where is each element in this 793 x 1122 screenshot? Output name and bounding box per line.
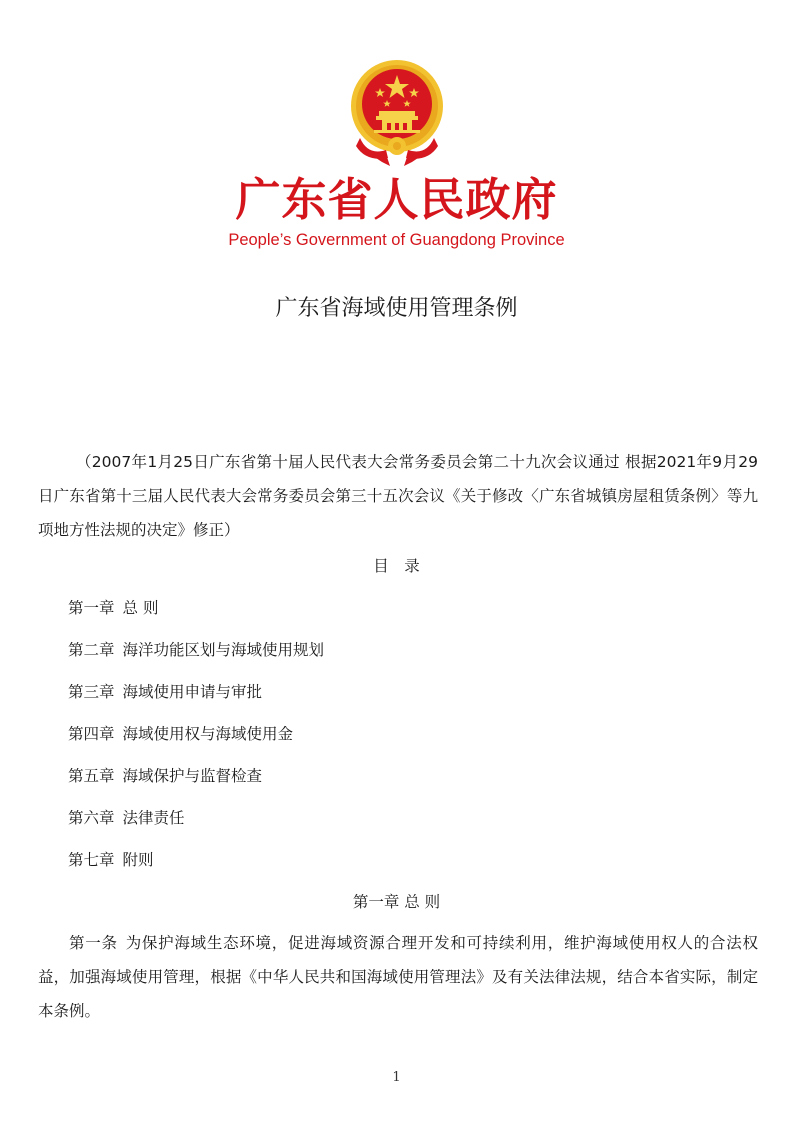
toc-item bbox=[68, 718, 324, 760]
toc-chapter-number: 第七章 bbox=[68, 851, 115, 869]
document-title: 广东省海域使用管理条例 bbox=[275, 296, 518, 321]
toc-item bbox=[68, 634, 324, 676]
toc-chapter-title: 附则 bbox=[122, 851, 154, 869]
toc-item bbox=[68, 760, 324, 802]
toc-chapter-title: 海域使用权与海域使用金 bbox=[122, 725, 294, 743]
government-name: 广东省人民政府 bbox=[235, 173, 558, 226]
toc-chapter-number: 第五章 bbox=[68, 767, 115, 785]
table-of-contents bbox=[68, 592, 324, 886]
toc-item bbox=[68, 676, 324, 718]
toc-chapter-number: 第三章 bbox=[68, 683, 115, 701]
national-emblem-icon bbox=[346, 58, 448, 168]
toc-item bbox=[68, 844, 324, 886]
page-number: 1 bbox=[392, 1070, 401, 1085]
toc-item bbox=[68, 592, 324, 634]
chapter-heading: 第一章 总 则 bbox=[352, 893, 441, 911]
toc-item bbox=[68, 802, 324, 844]
toc-chapter-number: 第一章 bbox=[68, 599, 115, 617]
toc-chapter-title: 海域保护与监督检查 bbox=[122, 767, 263, 785]
toc-chapter-title: 海洋功能区划与海域使用规划 bbox=[122, 641, 325, 659]
government-name-english: People’s Government of Guangdong Province bbox=[228, 231, 565, 249]
preamble: （2007年1月25日广东省第十届人民代表大会常务委员会第二十九次会议通过 根据2021年9月29日广东省第十三届人民代表大会常务委员会第三十五次会议《关于修改〈广东省城镇房屋租赁条例〉等九项地方性法规的决定》修正） bbox=[38, 453, 758, 539]
toc-chapter-number: 第四章 bbox=[68, 725, 115, 743]
toc-heading: 目 录 bbox=[373, 557, 420, 575]
toc-chapter-title: 总 则 bbox=[122, 599, 159, 617]
toc-chapter-title: 法律责任 bbox=[122, 809, 185, 827]
toc-chapter-number: 第六章 bbox=[68, 809, 115, 827]
toc-chapter-title: 海域使用申请与审批 bbox=[122, 683, 263, 701]
toc-chapter-number: 第二章 bbox=[68, 641, 115, 659]
article-number: 第一条 bbox=[69, 934, 118, 952]
article-paragraph bbox=[38, 926, 758, 1028]
article-text: 为保护海域生态环境，促进海域资源合理开发和可持续利用，维护海域使用权人的合法权益，加强海域使用管理，根据《中华人民共和国海域使用管理法》及有关法律法规，结合本省实际，制定本条例。 bbox=[38, 934, 758, 1020]
